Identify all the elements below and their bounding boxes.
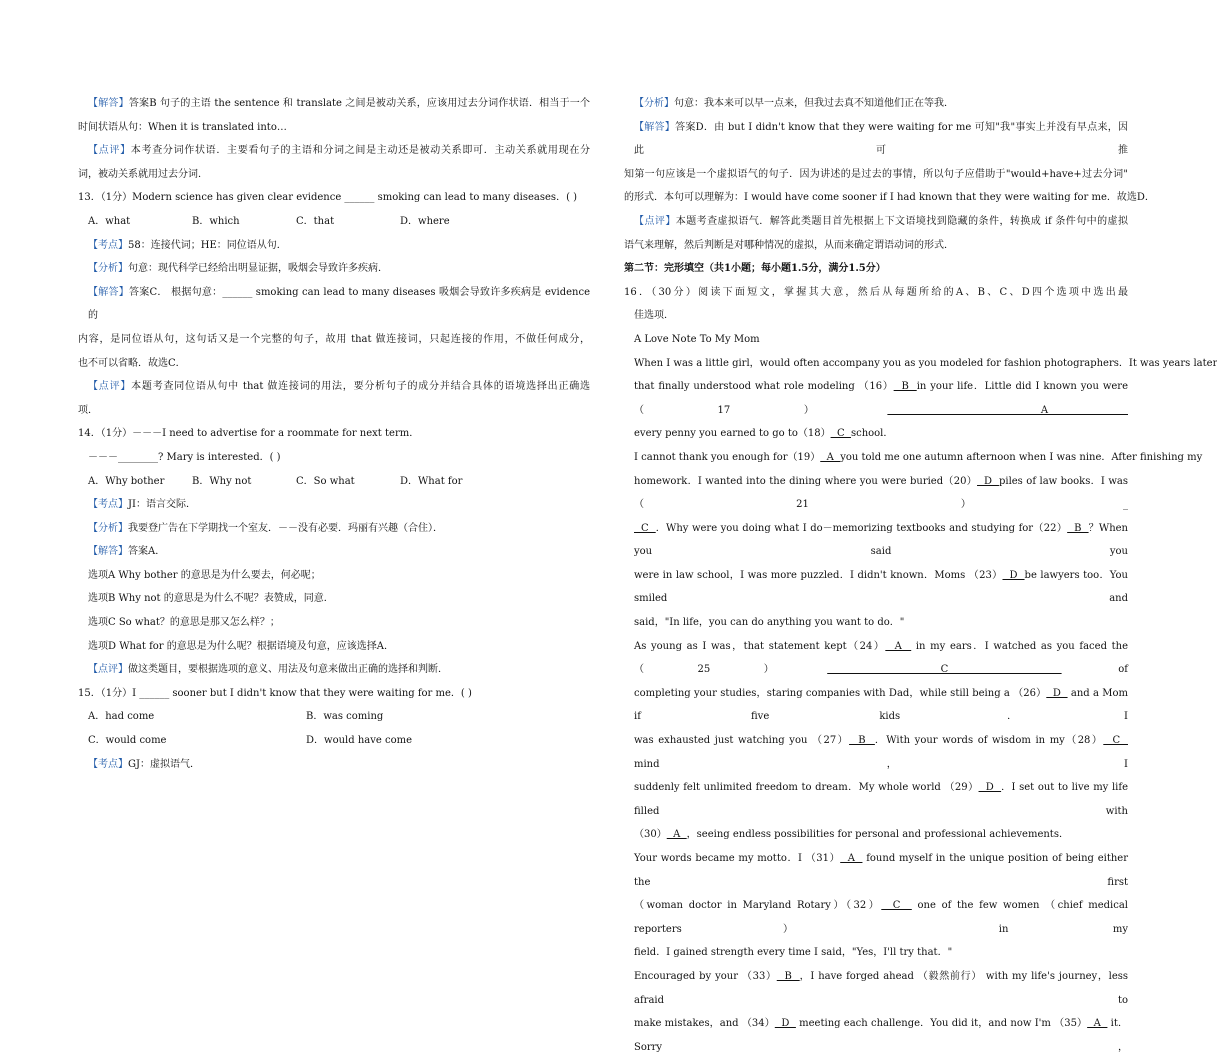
annotation-line xyxy=(78,257,590,281)
text-line xyxy=(78,422,590,446)
line-text: Encouraged by your （33） B ，I have forged ahead （毅然前行） with my life's journey，less afraid to xyxy=(634,970,1129,1006)
annotation-tag: 【点评】 xyxy=(88,145,131,157)
line-text: 58：连接代词；HE：同位语从句． xyxy=(128,239,287,251)
line-text: 佳选项． xyxy=(634,310,674,322)
answer-blank: A xyxy=(840,853,863,864)
answer-option: D．What for xyxy=(400,475,463,487)
text-line xyxy=(78,352,590,376)
line-text: Your words became my motto．I （31） A found myself in the unique position of being either the first xyxy=(634,853,1128,888)
line-text: 词，被动关系就用过去分词． xyxy=(78,168,208,180)
answer-blank: C xyxy=(881,900,912,912)
line-text: C ．Why were you doing what I do－memorizing textbooks and studying for（22） B ？When you said you xyxy=(634,522,1128,558)
line-text: A Love Note To My Mom xyxy=(634,333,760,345)
annotation-line xyxy=(78,658,590,682)
answer-option: B．Why not xyxy=(192,475,252,487)
line-text: 选项B Why not 的意思是为什么不呢？表赞成，同意． xyxy=(88,593,334,605)
answer-blank: D xyxy=(977,475,999,487)
annotation-line xyxy=(78,540,590,564)
text-line xyxy=(624,352,1217,376)
answer-blank: D xyxy=(1046,687,1068,699)
text-line xyxy=(624,776,1128,823)
annotation-tag: 【分析】 xyxy=(88,522,128,534)
answer-blank: B xyxy=(1067,522,1089,534)
annotation-tag: 【分析】 xyxy=(88,263,128,275)
line-text: 选项C So what？的意思是那又怎么样？； xyxy=(88,617,280,629)
right-column xyxy=(624,92,1217,1059)
line-text: 14．（1分）－－－I need to advertise for a roommate for next term． xyxy=(78,428,420,440)
answer-option: A．Why bother xyxy=(88,475,165,487)
text-line xyxy=(624,470,1128,517)
line-text: 答案B 句子的主语 the sentence 和 translate 之间是被动关系，应该用过去分词作状语．相当于一个 xyxy=(128,98,590,109)
answer-blank: D xyxy=(978,782,1002,794)
line-text: 内容，是同位语从句，这句话又是一个完整的句子，故用 that 做连接词，只起连接的作用，不做任何成分， xyxy=(78,333,590,345)
answer-option: A．what xyxy=(88,215,131,227)
answer-option: B．was coming xyxy=(306,711,384,723)
text-line xyxy=(624,1012,1128,1059)
answer-options xyxy=(78,729,590,753)
text-line xyxy=(78,564,590,588)
answer-blank: A xyxy=(887,404,1128,416)
annotation-tag: 【考点】 xyxy=(88,758,128,770)
text-line xyxy=(78,682,590,706)
line-text: JI：语言交际． xyxy=(128,499,196,511)
annotation-line xyxy=(78,517,590,541)
annotation-tag: 【解答】 xyxy=(88,546,128,558)
annotation-line xyxy=(78,234,590,258)
annotation-tag: 【解答】 xyxy=(88,98,129,109)
line-text: When I was a little girl，would often accompany you as you modeled for fashion photographers．It was years later xyxy=(634,357,1217,369)
answer-options xyxy=(78,210,590,234)
answer-option: B．which xyxy=(192,215,240,227)
text-line xyxy=(624,517,1128,564)
line-text: I cannot thank you enough for（19） A you told me one autumn afternoon when I was nine．After finishing my xyxy=(634,451,1203,463)
line-text: field．I gained strength every time I said，"Yes，I'll try that．" xyxy=(634,947,953,959)
text-line xyxy=(624,304,1128,328)
text-line xyxy=(624,682,1128,729)
answer-blank: A xyxy=(666,829,687,841)
line-text: 句意：我本来可以早一点来，但我过去真不知道他们正在等我． xyxy=(674,98,954,109)
answer-blank: D xyxy=(774,1018,796,1030)
answer-blank: C xyxy=(830,428,851,440)
text-line xyxy=(78,587,590,611)
text-line xyxy=(78,163,590,187)
line-text: 句意：现代科学已经给出明显证据，吸烟会导致许多疾病． xyxy=(128,263,388,275)
answer-blank: B xyxy=(776,970,800,982)
text-line xyxy=(624,186,1155,210)
text-line xyxy=(624,375,1128,422)
line-text: 项． xyxy=(78,404,98,416)
line-text: make mistakes，and （34） D meeting each challenge．You did it，and now I'm （35） A it．Sorry， xyxy=(634,1018,1128,1053)
answer-options xyxy=(78,705,590,729)
text-line xyxy=(624,611,1128,635)
text-line xyxy=(624,965,1128,1012)
line-text: 答案A． xyxy=(128,546,166,558)
text-line xyxy=(624,234,1128,258)
line-text: 本题考查虚拟语气．解答此类题目首先根据上下文语境找到隐藏的条件，转换成 if 条件句中的虚拟 xyxy=(675,215,1128,227)
answer-blank: B xyxy=(849,735,875,747)
annotation-tag: 【解答】 xyxy=(634,121,676,133)
line-text: homework．I wanted into the dining where you were buried（20） D piles of law books．I was（21）_ xyxy=(634,475,1128,511)
answer-option: C．that xyxy=(296,215,335,227)
text-line xyxy=(624,635,1128,682)
text-line xyxy=(624,729,1128,776)
text-line xyxy=(78,635,590,659)
line-text: GJ：虚拟语气． xyxy=(128,758,200,770)
annotation-tag: 【点评】 xyxy=(634,215,676,227)
text-line xyxy=(624,446,1203,470)
text-line xyxy=(624,163,1128,187)
text-line xyxy=(624,564,1128,611)
annotation-tag: 【点评】 xyxy=(88,381,132,393)
line-text: 时间状语从句：When it is translated into… xyxy=(78,121,287,133)
answer-options xyxy=(78,470,590,494)
left-column xyxy=(78,92,590,776)
line-text: were in law school，I was more puzzled．I didn't known．Moms （23） D be lawyers too．You smiled and xyxy=(634,569,1128,605)
line-text: 我要登广告在下学期找一个室友．－－没有必要．玛丽有兴趣（合住）． xyxy=(128,522,443,534)
line-text: 15．（1分）I ______ sooner but I didn't know that they were waiting for me．( ) xyxy=(78,687,472,699)
annotation-line xyxy=(78,92,590,116)
section-heading: 第二节：完形填空（共1小题；每小题1.5分，满分1.5分） xyxy=(624,263,886,275)
answer-option: C．would come xyxy=(88,735,167,747)
line-text: 13．（1分）Modern science has given clear evidence ______ smoking can lead to many diseases．( ) xyxy=(78,192,578,204)
text-line xyxy=(78,399,590,423)
answer-option: C．So what xyxy=(296,475,355,487)
line-text: that finally understood what role modeling （16） B in your life．Little did I known you were（17） A xyxy=(634,381,1128,416)
line-text: 的形式．本句可以理解为：I would have come sooner if I had known that they were waiting for me．故选D． xyxy=(624,192,1155,204)
annotation-line xyxy=(78,493,590,517)
answer-blank: C xyxy=(634,522,656,534)
line-text: （woman doctor in Maryland Rotary）（32） C one of the few women （chief medical reporters） in my xyxy=(634,900,1128,935)
text-line xyxy=(624,328,1128,352)
text-line xyxy=(624,422,1128,446)
line-text: －－－________? Mary is interested．( ) xyxy=(88,451,281,463)
line-text: 本考查分词作状语．主要看句子的主语和分词之间是主动还是被动关系即可．主动关系就用现在分 xyxy=(130,145,591,157)
line-text: 语气来理解，然后判断是对哪种情况的虚拟，从而来确定谓语动词的形式． xyxy=(624,239,954,251)
line-text: 也不可以省略．故选C． xyxy=(78,357,186,369)
annotation-tag: 【点评】 xyxy=(88,664,128,676)
annotation-line xyxy=(624,92,1128,116)
answer-blank: D xyxy=(1002,569,1025,581)
annotation-line xyxy=(78,139,590,163)
text-line xyxy=(78,446,590,470)
text-line xyxy=(624,941,1128,965)
text-line xyxy=(78,328,590,352)
answer-option: D．where xyxy=(400,215,450,227)
answer-blank: C xyxy=(827,664,1062,676)
answer-blank: C xyxy=(1103,735,1128,747)
line-text: 选项D What for 的意思是为什么呢？根据语境及句意，应该选择A． xyxy=(88,640,394,652)
answer-blank: A xyxy=(885,640,912,652)
line-text: As young as I was，that statement kept（24） A in my ears．I watched as you faced the （25） C of xyxy=(634,640,1129,676)
line-text: said，"In life，you can do anything you want to do．" xyxy=(634,617,905,629)
annotation-tag: 【考点】 xyxy=(88,499,128,511)
line-text: 选项A Why bother 的意思是为什么要去，何必呢； xyxy=(88,569,321,581)
text-line xyxy=(624,823,1128,847)
line-text: was exhausted just watching you （27） B ．With your words of wisdom in my（28） C mind，I xyxy=(634,735,1128,770)
answer-blank: A xyxy=(1087,1018,1108,1030)
annotation-line xyxy=(624,116,1128,163)
answer-option: A．had come xyxy=(88,711,155,723)
line-text: every penny you earned to go to（18） C school． xyxy=(634,428,894,440)
answer-option: D．would have come xyxy=(306,735,412,747)
annotation-tag: 【解答】 xyxy=(88,286,130,298)
line-text: （30） A ，seeing endless possibilities for personal and professional achievements． xyxy=(634,829,1069,841)
line-text: 知第一句应该是一个虚拟语气的句子．因为讲述的是过去的事情，所以句子应借助于"would+have+过去分词" xyxy=(624,168,1128,180)
line-text: 16．（30分）阅读下面短文，掌握其大意，然后从每题所给的A、B、C、D四个选项中选出最 xyxy=(624,286,1128,298)
answer-blank: B xyxy=(893,381,917,393)
annotation-line xyxy=(78,375,590,399)
annotation-tag: 【分析】 xyxy=(634,98,674,109)
text-line xyxy=(624,847,1128,894)
line-text: 答案C． 根据句意：______ smoking can lead to many diseases 吸烟会导致许多疾病是 evidence 的 xyxy=(88,286,590,322)
annotation-line xyxy=(78,753,590,777)
annotation-line xyxy=(624,210,1128,234)
text-line xyxy=(78,611,590,635)
line-text: 做这类题目，要根据选项的意义、用法及句意来做出正确的选择和判断． xyxy=(128,664,448,676)
line-text: 本题考查同位语从句中 that 做连接词的用法，要分析句子的成分并结合具体的语境选择出正确选 xyxy=(131,381,591,393)
annotation-line xyxy=(78,281,590,328)
line-text: 答案D．由 but I didn't know that they were waiting for me 可知"我"事实上并没有早点来，因此可推 xyxy=(634,121,1128,157)
line-text: completing your studies，staring companies with Dad，while still being a （26） D and a Mom if five kids．I xyxy=(634,687,1128,723)
text-line xyxy=(624,894,1128,941)
text-line xyxy=(78,186,590,210)
line-text: suddenly felt unlimited freedom to dream．My whole world （29） D ．I set out to live my life filled with xyxy=(634,782,1128,817)
text-line xyxy=(78,116,590,140)
annotation-tag: 【考点】 xyxy=(88,239,128,251)
text-line xyxy=(624,281,1128,305)
answer-blank: A xyxy=(820,451,841,463)
